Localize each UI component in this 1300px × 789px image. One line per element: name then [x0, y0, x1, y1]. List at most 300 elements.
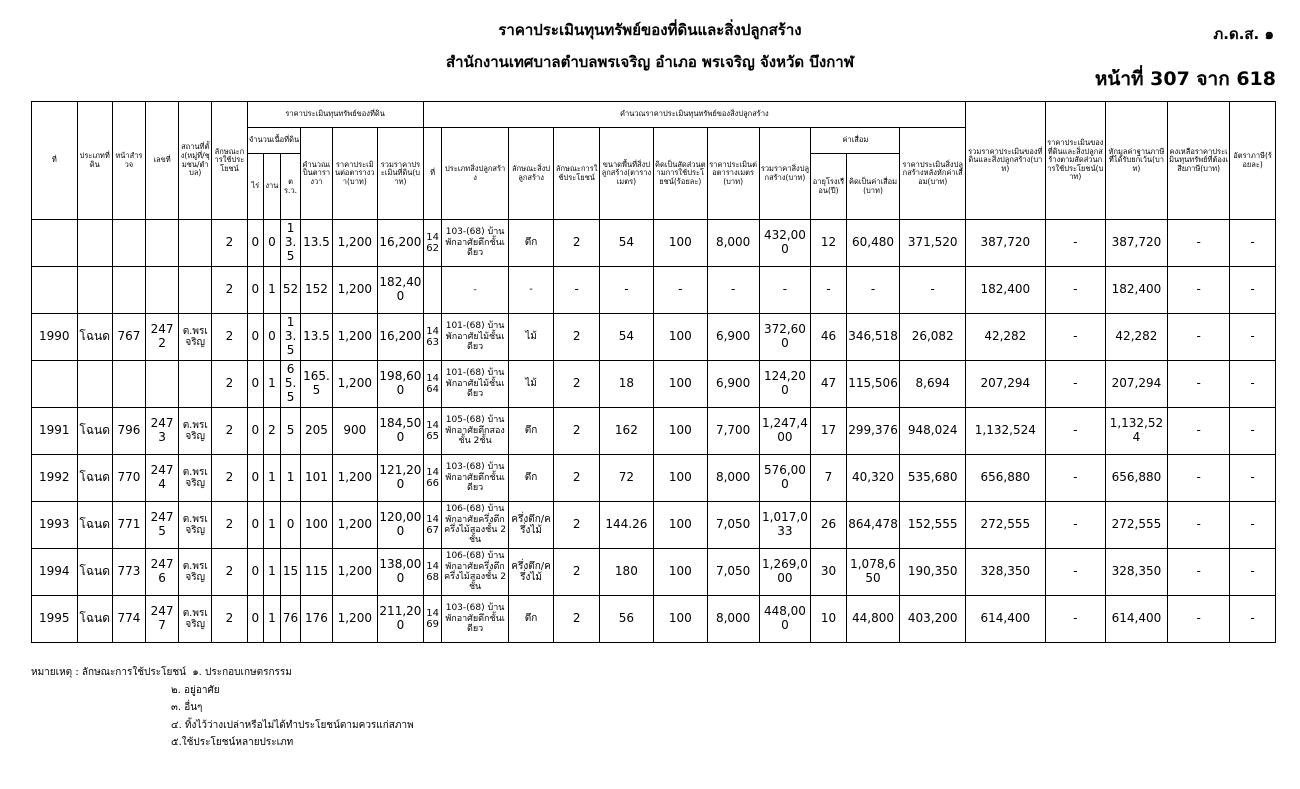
cell-prop: - [1045, 455, 1105, 502]
cell-no: 1992 [32, 455, 78, 502]
cell-bno: 14 63 [423, 314, 442, 361]
cell-rai: 0 [247, 596, 264, 643]
col-depreciation: คิดเป็นค่าเสื่อม(บาท) [846, 154, 900, 220]
cell-wa: 65.5 [280, 361, 301, 408]
cell-ltotal: 211,200 [378, 596, 424, 643]
cell-ngan: 0 [264, 220, 281, 267]
note-item: ๓. อื่นๆ [171, 702, 203, 713]
cell-busage: 2 [554, 408, 600, 455]
table-row [32, 220, 1276, 267]
cell-deduct: 42,282 [1105, 314, 1167, 361]
cell-land-type [77, 220, 112, 267]
cell-age: 47 [811, 361, 846, 408]
cell-wa: 13.5 [280, 220, 301, 267]
cell-wa: 0 [280, 502, 301, 549]
col-age: อายุโรงเรือน(ปี) [811, 154, 846, 220]
col-wa: ตร.ว. [280, 154, 301, 220]
cell-busage: 2 [554, 596, 600, 643]
cell-bprice: 8,000 [707, 455, 759, 502]
cell-bpct: 100 [653, 220, 707, 267]
cell-land-type: โฉนด [77, 502, 112, 549]
cell-no: 1993 [32, 502, 78, 549]
cell-busage: 2 [554, 314, 600, 361]
col-location: สถานที่ตั้ง(หมู่ที่/ชุมชน/ตำบล) [179, 102, 212, 220]
col-group-depreciation: ค่าเสื่อม [811, 128, 900, 154]
col-land-price: ราคาประเมินต่อตารางวา(บาท) [332, 128, 378, 220]
cell-bsize: - [599, 267, 653, 314]
cell-bnet: - [900, 267, 965, 314]
col-remaining: คงเหลือราคาประเมินทุนทรัพย์ที่ต้องเสียภาษี(บาท) [1168, 102, 1230, 220]
cell-land-type: โฉนด [77, 408, 112, 455]
cell-bpct: 100 [653, 408, 707, 455]
col-ngan: งาน [264, 154, 281, 220]
cell-remain: - [1168, 220, 1230, 267]
cell-bno: 14 69 [423, 596, 442, 643]
cell-bpct: 100 [653, 502, 707, 549]
cell-no: 1994 [32, 549, 78, 596]
cell-usage: 2 [212, 549, 247, 596]
cell-grand: 387,720 [965, 220, 1045, 267]
cell-bkind: ไม้ [508, 314, 554, 361]
col-usage: ลักษณะการใช้ประโยชน์ [212, 102, 247, 220]
cell-usage: 2 [212, 502, 247, 549]
cell-bpct: 100 [653, 596, 707, 643]
cell-usage: 2 [212, 267, 247, 314]
cell-rate: - [1230, 502, 1276, 549]
table-row [32, 267, 1276, 314]
col-land-total: รวมราคาประเมินที่ดิน(บาท) [378, 128, 424, 220]
col-rai: ไร่ [247, 154, 264, 220]
cell-usage: 2 [212, 361, 247, 408]
cell-doc: 2477 [145, 596, 178, 643]
cell-dep: 40,320 [846, 455, 900, 502]
cell-dep: 1,078,650 [846, 549, 900, 596]
cell-bkind: ตึก [508, 408, 554, 455]
col-group-land: ราคาประเมินทุนทรัพย์ของที่ดิน [247, 102, 423, 128]
cell-rate: - [1230, 361, 1276, 408]
cell-ltotal: 16,200 [378, 220, 424, 267]
cell-deduct: 614,400 [1105, 596, 1167, 643]
cell-age: 10 [811, 596, 846, 643]
table-body [32, 220, 1276, 643]
cell-loc: ต.พรเจริญ [179, 455, 212, 502]
cell-usage: 2 [212, 455, 247, 502]
cell-rate: - [1230, 596, 1276, 643]
cell-lprice: 1,200 [332, 220, 378, 267]
cell-usage: 2 [212, 220, 247, 267]
cell-ltotal: 184,500 [378, 408, 424, 455]
cell-loc: ต.พรเจริญ [179, 408, 212, 455]
cell-loc: ต.พรเจริญ [179, 314, 212, 361]
cell-bnet: 535,680 [900, 455, 965, 502]
cell-rate: - [1230, 314, 1276, 361]
cell-busage: 2 [554, 220, 600, 267]
cell-bkind: ครึ่งตึก/ครึ่งไม้ [508, 502, 554, 549]
cell-page: 767 [112, 314, 145, 361]
cell-grand: 207,294 [965, 361, 1045, 408]
cell-bsize: 54 [599, 314, 653, 361]
cell-prop: - [1045, 596, 1105, 643]
col-building-no: ที่ [423, 128, 442, 220]
col-building-total: รวมราคาสิ่งปลูกสร้าง(บาท) [759, 128, 811, 220]
cell-deduct: 656,880 [1105, 455, 1167, 502]
col-building-type: ประเภทสิ่งปลูกสร้าง [442, 128, 508, 220]
cell-sqwa: 13.5 [301, 314, 332, 361]
cell-lprice: 1,200 [332, 314, 378, 361]
cell-page [112, 220, 145, 267]
cell-bprice: 7,700 [707, 408, 759, 455]
cell-bkind: ตึก [508, 220, 554, 267]
cell-deduct: 1,132,524 [1105, 408, 1167, 455]
cell-grand: 42,282 [965, 314, 1045, 361]
cell-bprice: 7,050 [707, 549, 759, 596]
cell-prop: - [1045, 314, 1105, 361]
cell-btype: 103-(68) บ้านพักอาศัยตึกชั้นเดียว [442, 596, 508, 643]
col-doc-no: เลขที่ [145, 102, 178, 220]
page-subtitle: สำนักงานเทศบาลตำบลพรเจริญ อำเภอ พรเจริญ จังหวัด บึงกาฬ [446, 53, 854, 71]
col-survey-page: หน้าสำรวจ [112, 102, 145, 220]
cell-btotal: 124,200 [759, 361, 811, 408]
cell-sqwa: 176 [301, 596, 332, 643]
cell-bnet: 8,694 [900, 361, 965, 408]
cell-rate: - [1230, 549, 1276, 596]
cell-btotal: 576,000 [759, 455, 811, 502]
cell-ltotal: 121,200 [378, 455, 424, 502]
cell-age: 7 [811, 455, 846, 502]
cell-wa: 1 [280, 455, 301, 502]
cell-remain: - [1168, 314, 1230, 361]
cell-btotal: 1,269,000 [759, 549, 811, 596]
cell-ngan: 1 [264, 455, 281, 502]
col-group-building: คำนวณราคาประเมินทุนทรัพย์ของสิ่งปลูกสร้าง [423, 102, 965, 128]
cell-btotal: - [759, 267, 811, 314]
cell-bno [423, 267, 442, 314]
cell-dep: 44,800 [846, 596, 900, 643]
cell-doc: 2474 [145, 455, 178, 502]
cell-land-type: โฉนด [77, 596, 112, 643]
cell-bno: 14 65 [423, 408, 442, 455]
cell-ltotal: 16,200 [378, 314, 424, 361]
table-row [32, 455, 1276, 502]
cell-no: 1991 [32, 408, 78, 455]
cell-bnet: 948,024 [900, 408, 965, 455]
cell-no: 1995 [32, 596, 78, 643]
cell-grand: 182,400 [965, 267, 1045, 314]
assessment-table [31, 101, 1276, 643]
cell-dep: 299,376 [846, 408, 900, 455]
cell-rai: 0 [247, 220, 264, 267]
cell-busage: 2 [554, 361, 600, 408]
cell-land-type: โฉนด [77, 314, 112, 361]
cell-prop: - [1045, 361, 1105, 408]
col-proportional: ราคาประเมินของที่ดินและสิ่งปลูกสร้างตามสัดส่วนการใช้ประโยชน์(บาท) [1045, 102, 1105, 220]
cell-wa: 15 [280, 549, 301, 596]
cell-ltotal: 198,600 [378, 361, 424, 408]
cell-no [32, 267, 78, 314]
cell-wa: 52 [280, 267, 301, 314]
table-row [32, 549, 1276, 596]
page-number: หน้าที่ 307 จาก 618 [1094, 68, 1276, 90]
notes [31, 664, 414, 752]
cell-deduct: 272,555 [1105, 502, 1167, 549]
cell-grand: 328,350 [965, 549, 1045, 596]
cell-remain: - [1168, 408, 1230, 455]
cell-wa: 13.5 [280, 314, 301, 361]
cell-dep: - [846, 267, 900, 314]
cell-bprice: 8,000 [707, 596, 759, 643]
cell-rai: 0 [247, 361, 264, 408]
cell-lprice: 1,200 [332, 549, 378, 596]
cell-sqwa: 13.5 [301, 220, 332, 267]
col-no: ที่ [32, 102, 78, 220]
note-item: ๒. อยู่อาศัย [171, 684, 220, 696]
cell-ltotal: 182,400 [378, 267, 424, 314]
cell-age: 46 [811, 314, 846, 361]
cell-prop: - [1045, 267, 1105, 314]
cell-sqwa: 205 [301, 408, 332, 455]
cell-busage: 2 [554, 455, 600, 502]
cell-btype: 103-(68) บ้านพักอาศัยตึกชั้นเดียว [442, 220, 508, 267]
col-building-pct: คิดเป็นสัดส่วนตามการใช้ประโยชน์(ร้อยละ) [653, 128, 707, 220]
cell-loc: ต.พรเจริญ [179, 502, 212, 549]
cell-page: 773 [112, 549, 145, 596]
cell-lprice: 1,200 [332, 502, 378, 549]
cell-remain: - [1168, 596, 1230, 643]
cell-btype: 106-(68) บ้านพักอาศัยครึ่งตึกครึ่งไม้สองชั้น 2ชั้น [442, 502, 508, 549]
note-item: ๕.ใช้ประโยชน์หลายประเภท [171, 737, 294, 748]
cell-bkind: - [508, 267, 554, 314]
cell-sqwa: 152 [301, 267, 332, 314]
cell-usage: 2 [212, 314, 247, 361]
cell-bnet: 26,082 [900, 314, 965, 361]
cell-rai: 0 [247, 314, 264, 361]
cell-ngan: 1 [264, 596, 281, 643]
cell-bsize: 56 [599, 596, 653, 643]
cell-rai: 0 [247, 408, 264, 455]
cell-page: 796 [112, 408, 145, 455]
cell-bprice: 8,000 [707, 220, 759, 267]
cell-no: 1990 [32, 314, 78, 361]
cell-bnet: 371,520 [900, 220, 965, 267]
cell-rai: 0 [247, 502, 264, 549]
cell-lprice: 1,200 [332, 455, 378, 502]
cell-bsize: 72 [599, 455, 653, 502]
cell-btype: - [442, 267, 508, 314]
cell-bpct: 100 [653, 549, 707, 596]
cell-remain: - [1168, 549, 1230, 596]
cell-deduct: 387,720 [1105, 220, 1167, 267]
cell-ngan: 1 [264, 502, 281, 549]
cell-bpct: - [653, 267, 707, 314]
cell-dep: 864,478 [846, 502, 900, 549]
cell-age: 30 [811, 549, 846, 596]
col-building-price: ราคาประเมินต่อตารางเมตร(บาท) [707, 128, 759, 220]
col-sq-wa: คำนวณเป็นตารางวา [301, 128, 332, 220]
cell-bsize: 162 [599, 408, 653, 455]
cell-ngan: 2 [264, 408, 281, 455]
table-row [32, 408, 1276, 455]
cell-ngan: 1 [264, 267, 281, 314]
cell-age: 12 [811, 220, 846, 267]
cell-bno: 14 67 [423, 502, 442, 549]
cell-remain: - [1168, 502, 1230, 549]
cell-btype: 106-(68) บ้านพักอาศัยครึ่งตึกครึ่งไม้สองชั้น 2ชั้น [442, 549, 508, 596]
col-building-net: ราคาประเมินสิ่งปลูกสร้างหลังหักค่าเสื่อม(บาท) [900, 128, 965, 220]
cell-rate: - [1230, 455, 1276, 502]
cell-bno: 14 62 [423, 220, 442, 267]
cell-age: 17 [811, 408, 846, 455]
cell-usage: 2 [212, 408, 247, 455]
col-grand-total: รวมราคาประเมินของที่ดินและสิ่งปลูกสร้าง(บาท) [965, 102, 1045, 220]
cell-deduct: 328,350 [1105, 549, 1167, 596]
cell-land-type [77, 361, 112, 408]
cell-bprice: 7,050 [707, 502, 759, 549]
cell-doc [145, 267, 178, 314]
cell-rate: - [1230, 267, 1276, 314]
cell-page: 771 [112, 502, 145, 549]
table-row [32, 361, 1276, 408]
cell-bprice: - [707, 267, 759, 314]
cell-bnet: 403,200 [900, 596, 965, 643]
cell-bsize: 144.26 [599, 502, 653, 549]
cell-doc: 2473 [145, 408, 178, 455]
cell-lprice: 1,200 [332, 361, 378, 408]
cell-prop: - [1045, 408, 1105, 455]
cell-prop: - [1045, 502, 1105, 549]
cell-bsize: 180 [599, 549, 653, 596]
cell-sqwa: 115 [301, 549, 332, 596]
note-item: ๑. ประกอบเกษตรกรรม [192, 667, 292, 678]
col-deduction: หักมูลค่าฐานภาษีที่ได้รับยกเว้น(บาท) [1105, 102, 1167, 220]
cell-no [32, 361, 78, 408]
cell-bnet: 190,350 [900, 549, 965, 596]
cell-ltotal: 138,000 [378, 549, 424, 596]
cell-lprice: 1,200 [332, 267, 378, 314]
cell-dep: 115,506 [846, 361, 900, 408]
cell-loc [179, 361, 212, 408]
cell-bno: 14 68 [423, 549, 442, 596]
cell-bpct: 100 [653, 361, 707, 408]
cell-bno: 14 64 [423, 361, 442, 408]
table-row [32, 596, 1276, 643]
cell-wa: 5 [280, 408, 301, 455]
col-group-area: จำนวนเนื้อที่ดิน [247, 128, 301, 154]
cell-bsize: 18 [599, 361, 653, 408]
cell-loc: ต.พรเจริญ [179, 549, 212, 596]
cell-bprice: 6,900 [707, 314, 759, 361]
cell-bpct: 100 [653, 455, 707, 502]
cell-loc [179, 220, 212, 267]
cell-bno: 14 66 [423, 455, 442, 502]
cell-wa: 76 [280, 596, 301, 643]
cell-bnet: 152,555 [900, 502, 965, 549]
notes-label: หมายเหตุ : ลักษณะการใช้ประโยชน์ [31, 667, 186, 678]
cell-btotal: 448,000 [759, 596, 811, 643]
cell-loc: ต.พรเจริญ [179, 596, 212, 643]
cell-rate: - [1230, 220, 1276, 267]
cell-btotal: 432,000 [759, 220, 811, 267]
cell-prop: - [1045, 549, 1105, 596]
cell-loc [179, 267, 212, 314]
cell-rai: 0 [247, 455, 264, 502]
cell-page: 770 [112, 455, 145, 502]
col-land-type: ประเภทที่ดิน [77, 102, 112, 220]
cell-doc: 2476 [145, 549, 178, 596]
cell-bkind: ครึ่งตึก/ครึ่งไม้ [508, 549, 554, 596]
cell-grand: 614,400 [965, 596, 1045, 643]
cell-ltotal: 120,000 [378, 502, 424, 549]
table-row [32, 314, 1276, 361]
form-code: ภ.ด.ส. ๑ [1213, 25, 1274, 43]
cell-btype: 101-(68) บ้านพักอาศัยไม้ชั้นเดียว [442, 314, 508, 361]
cell-land-type: โฉนด [77, 549, 112, 596]
cell-doc: 2475 [145, 502, 178, 549]
cell-ngan: 1 [264, 549, 281, 596]
cell-dep: 60,480 [846, 220, 900, 267]
cell-ngan: 1 [264, 361, 281, 408]
cell-deduct: 207,294 [1105, 361, 1167, 408]
cell-bsize: 54 [599, 220, 653, 267]
cell-rai: 0 [247, 267, 264, 314]
note-item: ๔. ทิ้งไว้ว่างเปล่าหรือไม่ได้ทำประโยชน์ตามควรแก่สภาพ [171, 719, 414, 731]
cell-ngan: 0 [264, 314, 281, 361]
cell-busage: 2 [554, 549, 600, 596]
cell-page [112, 267, 145, 314]
cell-sqwa: 165.5 [301, 361, 332, 408]
cell-bpct: 100 [653, 314, 707, 361]
cell-btype: 101-(68) บ้านพักอาศัยไม้ชั้นเดียว [442, 361, 508, 408]
cell-bkind: ตึก [508, 455, 554, 502]
cell-page [112, 361, 145, 408]
cell-btotal: 1,017,033 [759, 502, 811, 549]
cell-land-type: โฉนด [77, 455, 112, 502]
cell-rate: - [1230, 408, 1276, 455]
cell-lprice: 1,200 [332, 596, 378, 643]
cell-lprice: 900 [332, 408, 378, 455]
cell-sqwa: 100 [301, 502, 332, 549]
cell-page: 774 [112, 596, 145, 643]
cell-grand: 656,880 [965, 455, 1045, 502]
cell-land-type [77, 267, 112, 314]
col-tax-rate: อัตราภาษี(ร้อยละ) [1230, 102, 1276, 220]
cell-bprice: 6,900 [707, 361, 759, 408]
col-building-usage: ลักษณะการใช้ประโยชน์ [554, 128, 600, 220]
cell-grand: 272,555 [965, 502, 1045, 549]
cell-busage: 2 [554, 502, 600, 549]
cell-bkind: ไม้ [508, 361, 554, 408]
cell-remain: - [1168, 267, 1230, 314]
cell-age: - [811, 267, 846, 314]
cell-btotal: 1,247,400 [759, 408, 811, 455]
page-title: ราคาประเมินทุนทรัพย์ของที่ดินและสิ่งปลูกสร้าง [498, 21, 802, 39]
table-header [32, 102, 1276, 220]
cell-doc [145, 220, 178, 267]
cell-grand: 1,132,524 [965, 408, 1045, 455]
col-building-kind: ลักษณะสิ่งปลูกสร้าง [508, 128, 554, 220]
cell-no [32, 220, 78, 267]
cell-remain: - [1168, 455, 1230, 502]
cell-usage: 2 [212, 596, 247, 643]
cell-bkind: ตึก [508, 596, 554, 643]
cell-dep: 346,518 [846, 314, 900, 361]
cell-doc [145, 361, 178, 408]
cell-btotal: 372,600 [759, 314, 811, 361]
cell-prop: - [1045, 220, 1105, 267]
cell-deduct: 182,400 [1105, 267, 1167, 314]
cell-doc: 2472 [145, 314, 178, 361]
cell-btype: 105-(68) บ้านพักอาศัยตึกสองชั้น 2ชั้น [442, 408, 508, 455]
cell-btype: 103-(68) บ้านพักอาศัยตึกชั้นเดียว [442, 455, 508, 502]
